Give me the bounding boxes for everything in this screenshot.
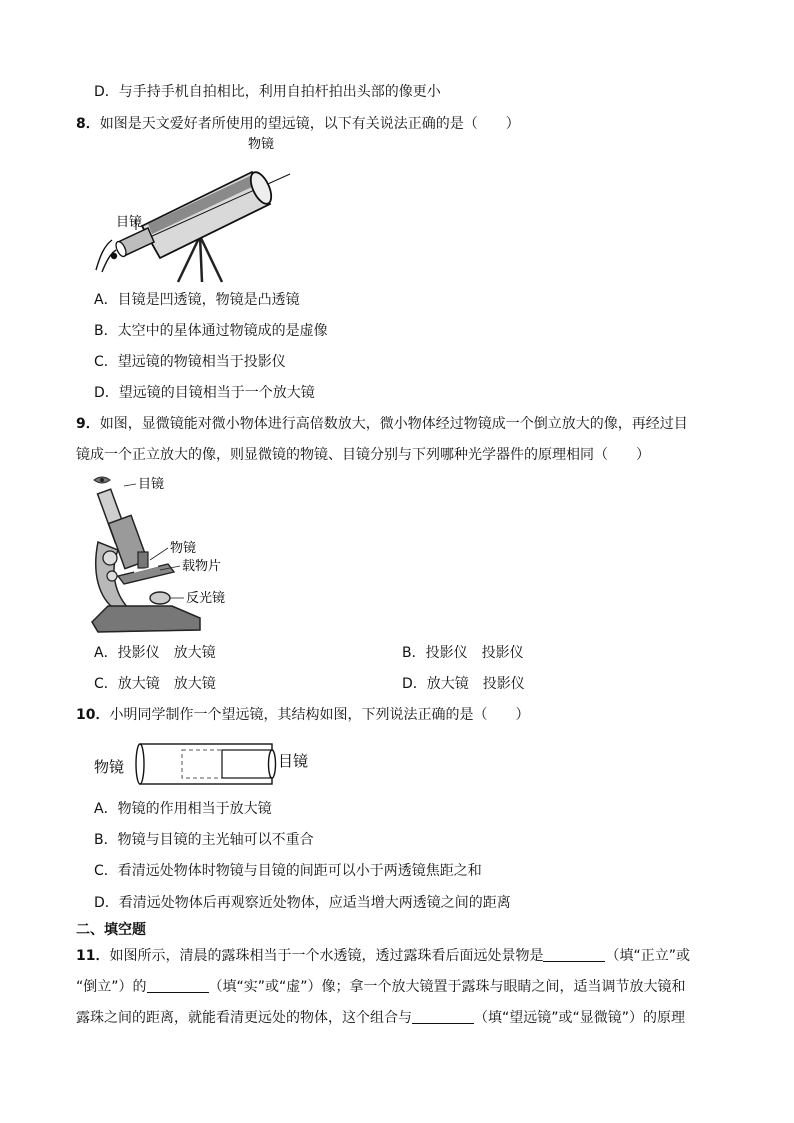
microscope-eyepiece-label: 目镜	[138, 477, 165, 492]
q11-blank-1[interactable]	[543, 947, 605, 962]
microscope-mirror-label: 反光镜	[186, 591, 226, 606]
q10-stem-text: 小明同学制作一个望远镜，其结构如图，下列说法正确的是（ ）	[109, 707, 530, 723]
q11-text-3b: （填“望远镜”或“显微镜”）的原理	[474, 1010, 686, 1026]
q8-option-c: C．望远镜的物镜相当于投影仪	[94, 354, 286, 370]
q10-option-c: C．看清远处物体时物镜与目镜的间距可以小于两透镜焦距之和	[94, 863, 482, 879]
q11-line2	[76, 977, 686, 997]
q11-line1	[76, 946, 690, 966]
q9-number: 9．	[76, 416, 100, 432]
q10-option-d: D．看清远处物体后再观察近处物体，应适当增大两透镜之间的距离	[94, 895, 511, 911]
q11-blank-3[interactable]	[412, 1009, 474, 1024]
homemade-eyepiece-label: 目镜	[278, 752, 309, 770]
q10-number: 10．	[76, 707, 110, 723]
q10-option-a: A．物镜的作用相当于放大镜	[94, 801, 272, 817]
q9-stem-text-1: 如图，显微镜能对微小物体进行高倍数放大，微小物体经过物镜成一个倒立放大的像，再经过目	[99, 416, 688, 432]
q9-stem-line1	[76, 414, 688, 434]
telescope-objective-label: 物镜	[248, 137, 275, 152]
q8-option-d: D．望远镜的目镜相当于一个放大镜	[94, 385, 315, 401]
observer-eye-sketch	[96, 240, 117, 272]
eyepiece-lens	[269, 750, 276, 778]
q11-text-1a: 如图所示，清晨的露珠相当于一个水透镜，透过露珠看后面远处景物是	[109, 948, 544, 964]
q9-option-d: D．放大镜 投影仪	[402, 676, 525, 692]
q11-text-2b: （填“实”或“虚”）像；拿一个放大镜置于露珠与眼睛之间，适当调节放大镜和	[208, 979, 686, 995]
q8-option-b: B．太空中的星体通过物镜成的是虚像	[94, 323, 328, 339]
telescope-figure	[90, 134, 310, 284]
q10-stem	[76, 705, 529, 725]
microscope-objective-label: 物镜	[170, 541, 197, 556]
q9-option-b: B．投影仪 投影仪	[402, 645, 524, 661]
q8-number: 8．	[76, 116, 100, 132]
q10-option-b: B．物镜与目镜的主光轴可以不重合	[94, 832, 314, 848]
q11-text-2a: “倒立”）的	[76, 979, 147, 995]
q8-stem-text: 如图是天文爱好者所使用的望远镜，以下有关说法正确的是（ ）	[99, 116, 520, 132]
objective-lens	[136, 744, 144, 784]
section-title-fill-blank: 二、填空题	[76, 922, 146, 938]
q11-blank-2[interactable]	[147, 978, 209, 993]
homemade-objective-label: 物镜	[94, 758, 125, 776]
q9-stem-line2: 镜成一个正立放大的像，则显微镜的物镜、目镜分别与下列哪种光学器件的原理相同（ ）	[76, 447, 650, 463]
q11-line3	[76, 1008, 685, 1028]
q11-text-1b: （填“正立”或	[605, 948, 690, 964]
q11-text-3a: 露珠之间的距离，就能看清更远处的物体，这个组合与	[76, 1010, 412, 1026]
telescope-eyepiece-label: 目镜	[116, 215, 143, 230]
eye-icon	[94, 477, 110, 483]
q9-option-c: C．放大镜 放大镜	[94, 676, 216, 692]
homemade-telescope-figure	[92, 740, 332, 788]
q8-option-a: A．目镜是凹透镜，物镜是凸透镜	[94, 292, 300, 308]
microscope-figure	[88, 472, 248, 638]
q8-stem	[76, 114, 520, 134]
q9-option-a: A．投影仪 放大镜	[94, 645, 216, 661]
telescope-tube	[114, 169, 290, 258]
q11-number: 11．	[76, 948, 110, 964]
microscope-stage-label: 载物片	[182, 559, 222, 574]
q7-option-d: D．与手持手机自拍相比，利用自拍杆拍出头部的像更小	[94, 84, 441, 100]
